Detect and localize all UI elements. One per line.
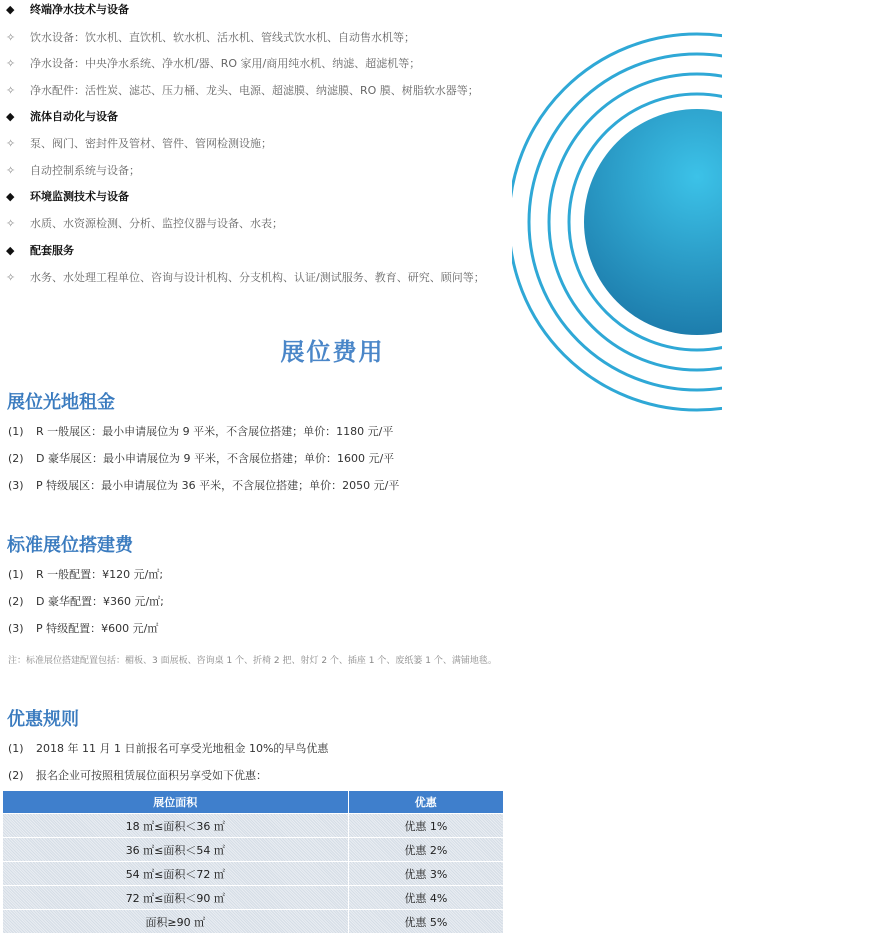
rent-item: (2) D 豪华展区：最小申请展位为 9 平米，不含展位搭建；单价：1600 元/平 [8, 452, 395, 465]
rent-item: (1) R 一般展区：最小申请展位为 9 平米，不含展位搭建；单价：1180 元/平 [8, 425, 394, 438]
build-item: (2) D 豪华配置：¥360 元/㎡; [8, 595, 164, 608]
table-cell: 36 ㎡≤面积＜54 ㎡ [3, 838, 349, 862]
page-title: 展位费用 [280, 338, 385, 366]
discount-table [2, 790, 504, 934]
discount-item: (1) 2018 年 11 月 1 日前报名可享受光地租金 10%的早鸟优惠 [8, 742, 329, 755]
table-row [3, 886, 504, 910]
table-header-row [3, 791, 504, 814]
category-item: ✧ 饮水设备：饮水机、直饮机、软水机、活水机、管线式饮水机、自动售水机等； [6, 31, 415, 44]
category-title: ◆ 流体自动化与设备 [6, 110, 118, 123]
table-header: 展位面积 [3, 791, 349, 814]
category-item: ✧ 净水配件：活性炭、滤芯、压力桶、龙头、电源、超滤膜、纳滤膜、RO 膜、树脂软水器等； [6, 84, 479, 97]
section-title-rent: 展位光地租金 [7, 392, 115, 413]
table-cell: 18 ㎡≤面积＜36 ㎡ [3, 814, 349, 838]
table-cell: 优惠 4% [348, 886, 503, 910]
category-item: ✧ 泵、阀门、密封件及管材、管件、管网检测设施； [6, 137, 272, 150]
build-item: (3) P 特级配置：¥600 元/㎡ [8, 622, 159, 635]
build-note: 注：标准展位搭建配置包括：楣板、3 面展板、咨询桌 1 个、折椅 2 把、射灯 2 个、插座 1 个、废纸篓 1 个、满铺地毯。 [8, 656, 497, 666]
table-header: 优惠 [348, 791, 503, 814]
category-item: ✧ 净水设备：中央净水系统、净水机/器、RO 家用/商用纯水机、纳滤、超滤机等； [6, 57, 421, 70]
category-title: ◆ 环境监测技术与设备 [6, 190, 129, 203]
table-cell: 优惠 1% [348, 814, 503, 838]
build-item: (1) R 一般配置：¥120 元/㎡; [8, 568, 164, 581]
table-cell: 54 ㎡≤面积＜72 ㎡ [3, 862, 349, 886]
table-row [3, 838, 504, 862]
table-row [3, 814, 504, 838]
table-cell: 72 ㎡≤面积＜90 ㎡ [3, 886, 349, 910]
table-cell: 优惠 3% [348, 862, 503, 886]
table-cell: 优惠 5% [348, 910, 503, 934]
category-item: ✧ 水务、水处理工程单位、咨询与设计机构、分支机构、认证/测试服务、教育、研究、顾问等； [6, 271, 485, 284]
rent-item: (3) P 特级展区：最小申请展位为 36 平米，不含展位搭建；单价：2050 元/平 [8, 479, 400, 492]
table-row [3, 862, 504, 886]
category-title: ◆ 配套服务 [6, 244, 74, 257]
section-title-build: 标准展位搭建费 [7, 535, 133, 556]
table-row [3, 910, 504, 934]
table-cell: 面积≥90 ㎡ [3, 910, 349, 934]
table-cell: 优惠 2% [348, 838, 503, 862]
category-title: ◆ 终端净水技术与设备 [6, 3, 129, 16]
category-item: ✧ 自动控制系统与设备； [6, 164, 140, 177]
section-title-discount: 优惠规则 [7, 709, 79, 730]
inner-disc [584, 109, 722, 335]
discount-item: (2) 报名企业可按照租赁展位面积另享受如下优惠： [8, 769, 267, 782]
category-item: ✧ 水质、水资源检测、分析、监控仪器与设备、水表； [6, 217, 283, 230]
